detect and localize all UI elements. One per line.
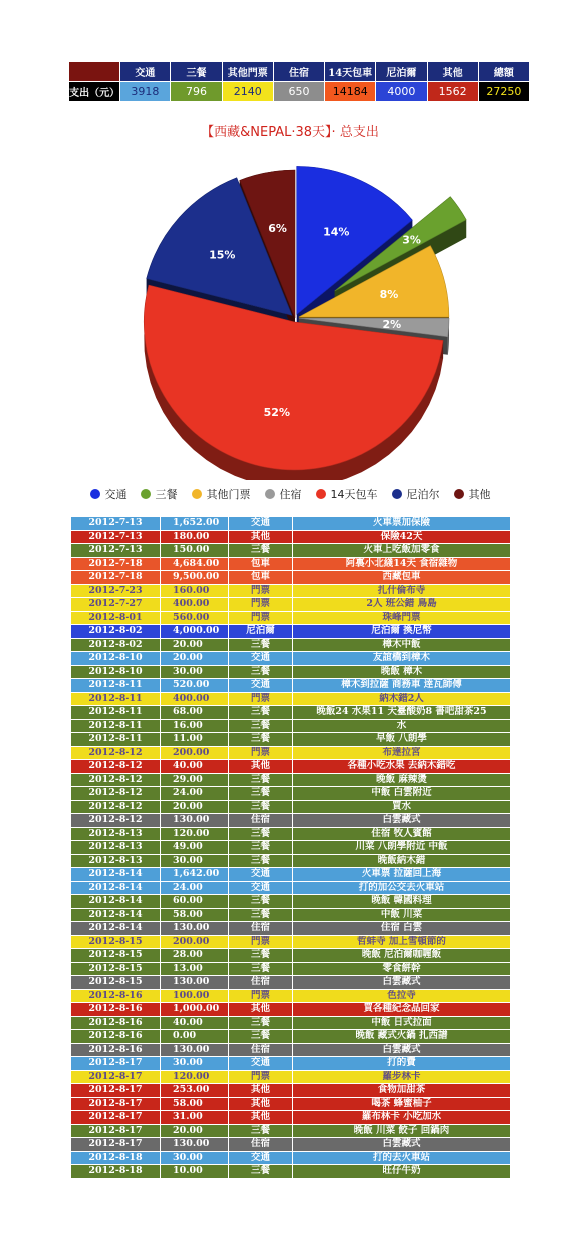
ledger-amount: 10.00 — [161, 1165, 229, 1179]
ledger-amount: 200.00 — [161, 746, 229, 760]
ledger-note: 2人 班公錯 鳥島 — [293, 598, 511, 612]
ledger-category: 三餐 — [229, 827, 293, 841]
ledger-note: 晚飯 麻辣燙 — [293, 773, 511, 787]
ledger-amount: 20.00 — [161, 638, 229, 652]
ledger-category: 三餐 — [229, 719, 293, 733]
ledger-amount: 20.00 — [161, 652, 229, 666]
expense-ledger-table — [70, 516, 511, 1179]
ledger-date: 2012-8-16 — [71, 1003, 161, 1017]
ledger-note: 早飯 八朗學 — [293, 733, 511, 747]
ledger-amount: 31.00 — [161, 1111, 229, 1125]
legend-swatch-3 — [192, 489, 202, 499]
ledger-date: 2012-7-13 — [71, 517, 161, 531]
ledger-date: 2012-8-02 — [71, 625, 161, 639]
ledger-date: 2012-8-16 — [71, 1030, 161, 1044]
ledger-amount: 400.00 — [161, 692, 229, 706]
ledger-amount: 24.00 — [161, 881, 229, 895]
ledger-row — [71, 571, 511, 585]
ledger-date: 2012-7-23 — [71, 584, 161, 598]
pie-label-5: 52% — [263, 406, 290, 420]
ledger-row — [71, 733, 511, 747]
ledger-note: 納木錯2人 — [293, 692, 511, 706]
ledger-note: 中飯 日式拉面 — [293, 1016, 511, 1030]
ledger-date: 2012-8-15 — [71, 935, 161, 949]
ledger-amount: 30.00 — [161, 1151, 229, 1165]
ledger-date: 2012-8-12 — [71, 814, 161, 828]
ledger-date: 2012-8-17 — [71, 1057, 161, 1071]
ledger-date: 2012-8-16 — [71, 1043, 161, 1057]
ledger-row — [71, 976, 511, 990]
ledger-date: 2012-8-11 — [71, 679, 161, 693]
ledger-note: 川菜 八朗學附近 中飯 — [293, 841, 511, 855]
ledger-amount: 40.00 — [161, 1016, 229, 1030]
ledger-category: 三餐 — [229, 800, 293, 814]
ledger-row — [71, 665, 511, 679]
ledger-row — [71, 544, 511, 558]
summary-header-2: 三餐 — [171, 62, 222, 82]
summary-row-label: 支出（元） — [69, 82, 120, 102]
ledger-note: 尼泊爾 換尼幣 — [293, 625, 511, 639]
ledger-category: 三餐 — [229, 1016, 293, 1030]
ledger-row — [71, 814, 511, 828]
ledger-category: 三餐 — [229, 544, 293, 558]
ledger-category: 交通 — [229, 679, 293, 693]
ledger-amount: 1,642.00 — [161, 868, 229, 882]
ledger-amount: 560.00 — [161, 611, 229, 625]
ledger-note: 色拉寺 — [293, 989, 511, 1003]
ledger-amount: 130.00 — [161, 976, 229, 990]
ledger-note: 哲蚌寺 加上雪頓節的 — [293, 935, 511, 949]
ledger-date: 2012-8-13 — [71, 854, 161, 868]
ledger-date: 2012-8-18 — [71, 1165, 161, 1179]
ledger-row — [71, 517, 511, 531]
ledger-category: 交通 — [229, 517, 293, 531]
ledger-row — [71, 773, 511, 787]
ledger-row — [71, 611, 511, 625]
ledger-category: 其他 — [229, 760, 293, 774]
ledger-amount: 9,500.00 — [161, 571, 229, 585]
ledger-category: 其他 — [229, 1097, 293, 1111]
ledger-date: 2012-8-17 — [71, 1138, 161, 1152]
ledger-note: 住宿 牧人賓館 — [293, 827, 511, 841]
ledger-note: 住宿 白雲 — [293, 922, 511, 936]
ledger-note: 白雲藏式 — [293, 814, 511, 828]
legend-swatch-1 — [90, 489, 100, 499]
ledger-category: 三餐 — [229, 908, 293, 922]
ledger-date: 2012-8-15 — [71, 949, 161, 963]
ledger-category: 三餐 — [229, 1030, 293, 1044]
ledger-note: 友誼橋到樟木 — [293, 652, 511, 666]
ledger-date: 2012-8-17 — [71, 1111, 161, 1125]
ledger-category: 三餐 — [229, 1165, 293, 1179]
legend-swatch-4 — [265, 489, 275, 499]
ledger-note: 扎什倫布寺 — [293, 584, 511, 598]
ledger-date: 2012-8-15 — [71, 962, 161, 976]
ledger-row — [71, 1151, 511, 1165]
ledger-note: 珠峰門票 — [293, 611, 511, 625]
ledger-category: 交通 — [229, 868, 293, 882]
ledger-amount: 100.00 — [161, 989, 229, 1003]
ledger-category: 住宿 — [229, 922, 293, 936]
ledger-note: 阿裏小北綫14天 食宿雜物 — [293, 557, 511, 571]
ledger-category: 交通 — [229, 1057, 293, 1071]
ledger-note: 食物加甜茶 — [293, 1084, 511, 1098]
ledger-row — [71, 746, 511, 760]
ledger-date: 2012-8-12 — [71, 760, 161, 774]
ledger-date: 2012-7-18 — [71, 557, 161, 571]
ledger-amount: 16.00 — [161, 719, 229, 733]
pie-chart — [0, 0, 580, 480]
summary-value-2: 796 — [171, 82, 222, 102]
summary-value-3: 2140 — [222, 82, 273, 102]
ledger-row — [71, 719, 511, 733]
ledger-row — [71, 557, 511, 571]
ledger-date: 2012-8-16 — [71, 989, 161, 1003]
ledger-note: 羅步林卡 — [293, 1070, 511, 1084]
ledger-category: 三餐 — [229, 949, 293, 963]
ledger-amount: 20.00 — [161, 800, 229, 814]
legend-item-5 — [316, 486, 378, 502]
ledger-row — [71, 1097, 511, 1111]
ledger-row — [71, 949, 511, 963]
ledger-date: 2012-8-12 — [71, 787, 161, 801]
ledger-note: 水 — [293, 719, 511, 733]
ledger-amount: 68.00 — [161, 706, 229, 720]
ledger-amount: 29.00 — [161, 773, 229, 787]
ledger-category: 三餐 — [229, 854, 293, 868]
summary-header-8: 總額 — [478, 62, 529, 82]
ledger-row — [71, 706, 511, 720]
ledger-row — [71, 935, 511, 949]
ledger-row — [71, 868, 511, 882]
legend-label-7: 其他 — [468, 488, 491, 501]
ledger-amount: 120.00 — [161, 827, 229, 841]
ledger-note: 打的加公交去火車站 — [293, 881, 511, 895]
ledger-note: 火車票加保險 — [293, 517, 511, 531]
ledger-category: 三餐 — [229, 706, 293, 720]
pie-label-2: 3% — [402, 233, 421, 247]
ledger-date: 2012-8-11 — [71, 719, 161, 733]
ledger-row — [71, 1016, 511, 1030]
ledger-date: 2012-8-13 — [71, 827, 161, 841]
ledger-note: 樟木中飯 — [293, 638, 511, 652]
ledger-note: 火車票 拉薩回上海 — [293, 868, 511, 882]
legend-item-4 — [265, 486, 302, 502]
ledger-note: 晚飯24 水果11 天臺酸奶8 書吧甜茶25 — [293, 706, 511, 720]
ledger-date: 2012-8-17 — [71, 1084, 161, 1098]
ledger-date: 2012-8-10 — [71, 652, 161, 666]
pie-label-6: 15% — [209, 248, 236, 262]
ledger-note: 買水 — [293, 800, 511, 814]
ledger-category: 三餐 — [229, 665, 293, 679]
ledger-row — [71, 1070, 511, 1084]
pie-label-4: 2% — [382, 318, 402, 332]
ledger-amount: 180.00 — [161, 530, 229, 544]
ledger-note: 各種小吃水果 去納木錯吃 — [293, 760, 511, 774]
ledger-category: 包車 — [229, 571, 293, 585]
ledger-amount: 11.00 — [161, 733, 229, 747]
ledger-date: 2012-8-17 — [71, 1070, 161, 1084]
ledger-amount: 130.00 — [161, 1138, 229, 1152]
ledger-note: 晚飯納木錯 — [293, 854, 511, 868]
summary-header-3: 其他門票 — [222, 62, 273, 82]
legend-label-1: 交通 — [104, 488, 127, 501]
ledger-note: 零食餅幹 — [293, 962, 511, 976]
ledger-row — [71, 1084, 511, 1098]
ledger-category: 門票 — [229, 611, 293, 625]
ledger-category: 門票 — [229, 746, 293, 760]
legend-label-6: 尼泊尔 — [406, 488, 440, 501]
ledger-category: 交通 — [229, 881, 293, 895]
legend-label-4: 住宿 — [279, 488, 302, 501]
ledger-row — [71, 652, 511, 666]
ledger-date: 2012-8-12 — [71, 746, 161, 760]
ledger-category: 三餐 — [229, 733, 293, 747]
ledger-category: 交通 — [229, 1151, 293, 1165]
ledger-row — [71, 962, 511, 976]
ledger-amount: 130.00 — [161, 1043, 229, 1057]
ledger-date: 2012-8-17 — [71, 1124, 161, 1138]
ledger-category: 三餐 — [229, 773, 293, 787]
ledger-note: 晚飯 樟木 — [293, 665, 511, 679]
ledger-note: 西藏包車 — [293, 571, 511, 585]
ledger-note: 白雲藏式 — [293, 1043, 511, 1057]
ledger-date: 2012-8-12 — [71, 773, 161, 787]
ledger-category: 三餐 — [229, 1124, 293, 1138]
ledger-row — [71, 787, 511, 801]
ledger-category: 門票 — [229, 989, 293, 1003]
pie-label-3: 8% — [379, 288, 399, 302]
legend-swatch-2 — [141, 489, 151, 499]
ledger-date: 2012-8-16 — [71, 1016, 161, 1030]
ledger-category: 三餐 — [229, 787, 293, 801]
ledger-amount: 1,000.00 — [161, 1003, 229, 1017]
ledger-row — [71, 1111, 511, 1125]
ledger-date: 2012-8-12 — [71, 800, 161, 814]
ledger-row — [71, 1030, 511, 1044]
summary-header-5: 14天包車 — [325, 62, 376, 82]
summary-header-7: 其他 — [427, 62, 478, 82]
legend-label-5: 14天包车 — [330, 488, 378, 501]
summary-value-1: 3918 — [120, 82, 171, 102]
ledger-date: 2012-8-13 — [71, 841, 161, 855]
ledger-row — [71, 989, 511, 1003]
ledger-row — [71, 841, 511, 855]
ledger-date: 2012-7-13 — [71, 530, 161, 544]
ledger-row — [71, 922, 511, 936]
summary-header-4: 住宿 — [273, 62, 324, 82]
ledger-row — [71, 1043, 511, 1057]
ledger-note: 白雲藏式 — [293, 976, 511, 990]
ledger-date: 2012-8-11 — [71, 692, 161, 706]
ledger-note: 中飯 川菜 — [293, 908, 511, 922]
ledger-amount: 520.00 — [161, 679, 229, 693]
ledger-row — [71, 625, 511, 639]
legend-swatch-7 — [454, 489, 464, 499]
ledger-category: 尼泊爾 — [229, 625, 293, 639]
ledger-category: 門票 — [229, 598, 293, 612]
ledger-amount: 30.00 — [161, 665, 229, 679]
ledger-row — [71, 881, 511, 895]
ledger-row — [71, 1124, 511, 1138]
ledger-amount: 30.00 — [161, 854, 229, 868]
ledger-note: 打的去火車站 — [293, 1151, 511, 1165]
ledger-date: 2012-8-02 — [71, 638, 161, 652]
summary-value-8: 27250 — [478, 82, 529, 102]
ledger-amount: 20.00 — [161, 1124, 229, 1138]
ledger-row — [71, 854, 511, 868]
ledger-note: 羅布林卡 小吃加水 — [293, 1111, 511, 1125]
legend-label-2: 三餐 — [155, 488, 178, 501]
ledger-amount: 58.00 — [161, 1097, 229, 1111]
ledger-note: 樟木到拉薩 商務車 逹瓦師傅 — [293, 679, 511, 693]
ledger-row — [71, 908, 511, 922]
ledger-date: 2012-8-01 — [71, 611, 161, 625]
ledger-category: 其他 — [229, 530, 293, 544]
ledger-amount: 120.00 — [161, 1070, 229, 1084]
legend-item-7 — [454, 486, 491, 502]
ledger-amount: 4,684.00 — [161, 557, 229, 571]
summary-value-4: 650 — [273, 82, 324, 102]
ledger-amount: 253.00 — [161, 1084, 229, 1098]
ledger-row — [71, 679, 511, 693]
ledger-row — [71, 800, 511, 814]
ledger-note: 保險42天 — [293, 530, 511, 544]
ledger-category: 住宿 — [229, 1138, 293, 1152]
ledger-date: 2012-8-14 — [71, 922, 161, 936]
ledger-note: 旺仔牛奶 — [293, 1165, 511, 1179]
summary-value-6: 4000 — [376, 82, 427, 102]
ledger-row — [71, 530, 511, 544]
ledger-row — [71, 692, 511, 706]
ledger-note: 中飯 白雲附近 — [293, 787, 511, 801]
ledger-date: 2012-8-15 — [71, 976, 161, 990]
legend-item-2 — [141, 486, 178, 502]
ledger-amount: 200.00 — [161, 935, 229, 949]
ledger-amount: 150.00 — [161, 544, 229, 558]
ledger-date: 2012-8-11 — [71, 706, 161, 720]
ledger-note: 晚飯 川菜 餃子 回鍋肉 — [293, 1124, 511, 1138]
ledger-category: 三餐 — [229, 638, 293, 652]
ledger-note: 晚飯 藏式火鍋 扎西譜 — [293, 1030, 511, 1044]
ledger-category: 門票 — [229, 584, 293, 598]
ledger-note: 布達拉宮 — [293, 746, 511, 760]
ledger-date: 2012-8-17 — [71, 1097, 161, 1111]
ledger-amount: 1,652.00 — [161, 517, 229, 531]
ledger-amount: 49.00 — [161, 841, 229, 855]
ledger-category: 住宿 — [229, 814, 293, 828]
ledger-row — [71, 598, 511, 612]
ledger-row — [71, 1057, 511, 1071]
ledger-amount: 24.00 — [161, 787, 229, 801]
ledger-category: 三餐 — [229, 841, 293, 855]
chart-legend — [0, 486, 580, 502]
ledger-row — [71, 638, 511, 652]
ledger-date: 2012-8-14 — [71, 895, 161, 909]
ledger-amount: 130.00 — [161, 922, 229, 936]
ledger-note: 白雲藏式 — [293, 1138, 511, 1152]
ledger-amount: 130.00 — [161, 814, 229, 828]
ledger-date: 2012-8-14 — [71, 881, 161, 895]
summary-value-5: 14184 — [325, 82, 376, 102]
legend-swatch-5 — [316, 489, 326, 499]
pie-label-7: 6% — [268, 221, 287, 235]
ledger-amount: 60.00 — [161, 895, 229, 909]
ledger-date: 2012-8-11 — [71, 733, 161, 747]
ledger-row — [71, 584, 511, 598]
ledger-note: 晚飯 尼泊爾咖喱飯 — [293, 949, 511, 963]
ledger-category: 門票 — [229, 935, 293, 949]
ledger-category: 三餐 — [229, 895, 293, 909]
legend-label-3: 其他门票 — [206, 488, 251, 501]
ledger-date: 2012-8-14 — [71, 868, 161, 882]
ledger-date: 2012-8-18 — [71, 1151, 161, 1165]
ledger-category: 其他 — [229, 1003, 293, 1017]
legend-swatch-6 — [392, 489, 402, 499]
ledger-category: 三餐 — [229, 962, 293, 976]
ledger-note: 喝茶 蜂蜜柚子 — [293, 1097, 511, 1111]
summary-value-7: 1562 — [427, 82, 478, 102]
ledger-note: 晚飯 韓國料理 — [293, 895, 511, 909]
ledger-date: 2012-8-10 — [71, 665, 161, 679]
legend-item-1 — [90, 486, 127, 502]
summary-header-6: 尼泊爾 — [376, 62, 427, 82]
ledger-row — [71, 760, 511, 774]
legend-item-6 — [392, 486, 440, 502]
ledger-amount: 400.00 — [161, 598, 229, 612]
ledger-category: 住宿 — [229, 976, 293, 990]
ledger-amount: 28.00 — [161, 949, 229, 963]
ledger-category: 門票 — [229, 1070, 293, 1084]
summary-header-1: 交通 — [120, 62, 171, 82]
ledger-date: 2012-7-18 — [71, 571, 161, 585]
ledger-amount: 58.00 — [161, 908, 229, 922]
ledger-amount: 13.00 — [161, 962, 229, 976]
ledger-amount: 30.00 — [161, 1057, 229, 1071]
ledger-amount: 4,000.00 — [161, 625, 229, 639]
ledger-category: 其他 — [229, 1084, 293, 1098]
ledger-category: 交通 — [229, 652, 293, 666]
ledger-category: 門票 — [229, 692, 293, 706]
ledger-category: 住宿 — [229, 1043, 293, 1057]
ledger-amount: 0.00 — [161, 1030, 229, 1044]
ledger-date: 2012-7-27 — [71, 598, 161, 612]
ledger-row — [71, 827, 511, 841]
ledger-amount: 160.00 — [161, 584, 229, 598]
ledger-note: 火車上吃飯加零食 — [293, 544, 511, 558]
ledger-row — [71, 1138, 511, 1152]
legend-item-3 — [192, 486, 251, 502]
ledger-row — [71, 1165, 511, 1179]
ledger-date: 2012-8-14 — [71, 908, 161, 922]
ledger-row — [71, 895, 511, 909]
pie-label-1: 14% — [323, 225, 350, 239]
ledger-note: 買各種紀念品回家 — [293, 1003, 511, 1017]
ledger-category: 包車 — [229, 557, 293, 571]
ledger-date: 2012-7-13 — [71, 544, 161, 558]
ledger-category: 其他 — [229, 1111, 293, 1125]
ledger-row — [71, 1003, 511, 1017]
ledger-note: 打的費 — [293, 1057, 511, 1071]
ledger-amount: 40.00 — [161, 760, 229, 774]
chart-title: 【西藏&NEPAL·38天】· 总支出 — [201, 125, 379, 140]
